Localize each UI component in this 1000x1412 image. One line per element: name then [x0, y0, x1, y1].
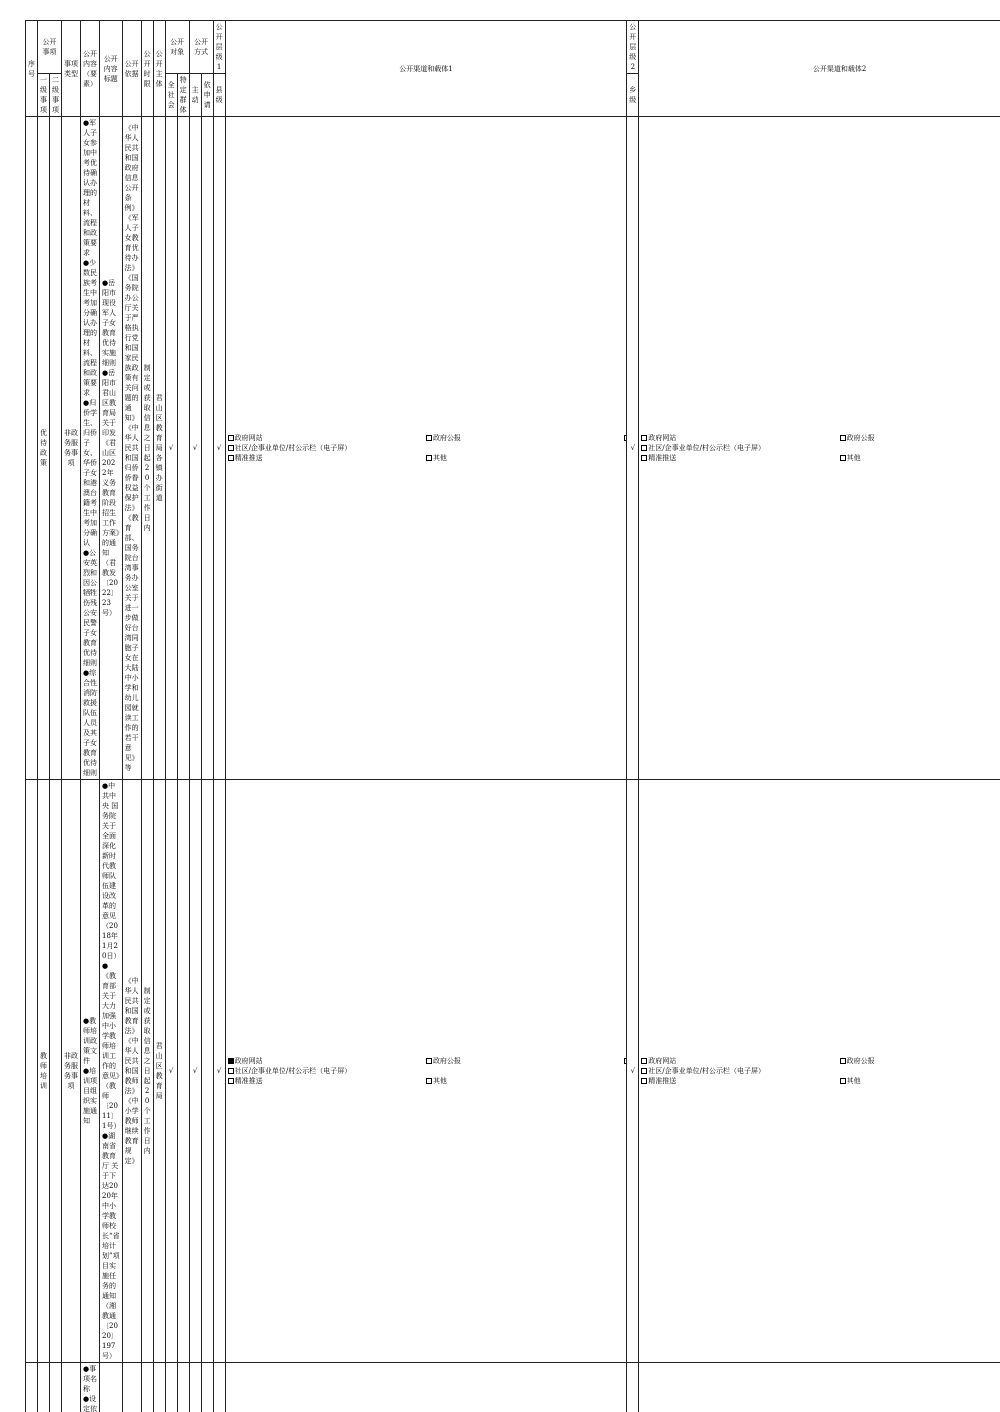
target-group-cell	[177, 1363, 189, 1412]
channel-label: 社区/企事业单位/村公示栏（电子屏）	[235, 1067, 352, 1075]
channel-option	[426, 1056, 624, 1066]
unchecked-box-icon	[228, 1078, 234, 1084]
channel-option	[840, 433, 1000, 443]
channel-option	[641, 1066, 1000, 1076]
title-cell: ●岳阳市现役军人子女教育优待实施细则 ●岳阳市君山区教育局关于印发《君山区2022年义务教育阶段招生工作方案》的通知 （君教发〔2022〕23号）	[100, 117, 123, 780]
channel-label: 社区/企事业单位/村公示栏（电子屏）	[235, 444, 352, 452]
channel-label: 精准推送	[235, 454, 263, 462]
unchecked-box-icon	[641, 1058, 647, 1064]
channel-option	[228, 1076, 426, 1086]
channel-option	[228, 1056, 426, 1066]
channel-option	[228, 1066, 625, 1076]
subject-cell	[153, 1363, 165, 1412]
level1-check	[213, 1363, 225, 1412]
channel-label: 政府网站	[235, 434, 263, 442]
channel-option	[641, 443, 1000, 453]
unchecked-box-icon	[840, 435, 846, 441]
level2-check	[627, 1363, 639, 1412]
target-all-check: √	[165, 780, 177, 1363]
channel-option	[641, 453, 839, 463]
channel-label: 其他	[847, 454, 861, 462]
channel-label: 精准推送	[648, 1077, 676, 1085]
header-item: 公开事项	[38, 21, 62, 74]
unchecked-box-icon	[641, 1078, 647, 1084]
header-item-l1: 一级事项	[38, 74, 50, 117]
channel-option	[641, 1056, 839, 1066]
unchecked-box-icon	[641, 435, 647, 441]
header-subject: 公开主体	[153, 21, 165, 117]
channel1-cell	[225, 117, 627, 780]
header-item-type: 事项类型	[62, 21, 81, 117]
header-period: 公开时限	[141, 21, 153, 117]
channel-option	[228, 433, 426, 443]
channel-option	[426, 1076, 624, 1086]
header-level1: 公开层级1	[213, 21, 225, 74]
target-group-cell	[177, 780, 189, 1363]
level1-check: √	[213, 780, 225, 1363]
period-cell	[141, 1363, 153, 1412]
target-all-check: √	[165, 117, 177, 780]
channel-label: 政府公报	[433, 434, 461, 442]
item-l1-cell: 优待政策	[38, 117, 50, 780]
channel2-cell	[639, 780, 1000, 1363]
channel-label: 精准推送	[648, 454, 676, 462]
unchecked-box-icon	[228, 445, 234, 451]
channel1-cell	[225, 1363, 627, 1412]
header-title: 公开内容标题	[100, 21, 123, 117]
channel2-cell	[639, 1363, 1000, 1412]
unchecked-box-icon	[228, 435, 234, 441]
channel-label: 政府网站	[648, 434, 676, 442]
table-row	[26, 780, 1000, 1363]
header-seq: 序号	[26, 21, 38, 117]
unchecked-box-icon	[840, 1078, 846, 1084]
header-target: 公开对象	[165, 21, 189, 74]
channel-option	[641, 1076, 839, 1086]
channel1-cell	[225, 780, 627, 1363]
table-row	[26, 117, 1000, 780]
period-cell: 制定或获取信息之日起20个工作日内	[141, 117, 153, 780]
basis-cell: 《中华人民共和国教育法》《中华人民共和国教师法》《中小学教师继续教育规定》	[122, 780, 141, 1363]
seq-cell	[26, 1363, 38, 1412]
unchecked-box-icon	[426, 1078, 432, 1084]
level2-check: √	[627, 117, 639, 780]
item-type-cell	[62, 1363, 81, 1412]
method-active-check: √	[189, 780, 201, 1363]
level2-check: √	[627, 780, 639, 1363]
channel-label: 政府公报	[847, 434, 875, 442]
channel-label: 政府网站	[235, 1057, 263, 1065]
unchecked-box-icon	[426, 435, 432, 441]
channel-option	[840, 1056, 1000, 1066]
channel2-cell	[639, 117, 1000, 780]
channel-label: 社区/企事业单位/村公示栏（电子屏）	[648, 444, 765, 452]
disclosure-table	[25, 20, 1000, 1412]
header-item-l2: 二级事项	[50, 74, 62, 117]
target-group-cell	[177, 117, 189, 780]
item-l2-cell	[50, 117, 62, 780]
seq-cell	[26, 117, 38, 780]
header-level2: 公开层级2	[627, 21, 639, 74]
method-active-check: √	[189, 117, 201, 780]
header-target-all: 全社会	[165, 74, 177, 117]
target-all-check	[165, 1363, 177, 1412]
header-basis: 公开依据	[122, 21, 141, 117]
unchecked-box-icon	[426, 455, 432, 461]
channel-option	[228, 443, 625, 453]
unchecked-box-icon	[228, 1068, 234, 1074]
item-type-cell: 非政务服务事项	[62, 780, 81, 1363]
item-l1-cell	[38, 1363, 50, 1412]
unchecked-box-icon	[840, 1058, 846, 1064]
channel-label: 政府公报	[847, 1057, 875, 1065]
channel-option	[641, 433, 839, 443]
method-apply-cell	[201, 1363, 213, 1412]
unchecked-box-icon	[641, 445, 647, 451]
title-cell	[100, 1363, 123, 1412]
method-apply-cell	[201, 117, 213, 780]
unchecked-box-icon	[228, 455, 234, 461]
header-channel1: 公开渠道和载体1	[225, 21, 627, 117]
item-l2-cell	[50, 1363, 62, 1412]
table-row	[26, 1363, 1000, 1412]
header-content: 公开内容（要素）	[81, 21, 100, 117]
channel-option	[840, 1076, 1000, 1086]
basis-cell: 《中华人民共和国政府信息公开条例》《军人子女教育优待办法》《国务院办公厅关于严格执行党和国家民族政策有关问题的通知》《中华人民共和国归侨侨眷权益保护法》《教育部、国务院台湾事务办公室关于进一步做好台湾同胞子女在大陆中小学和幼儿园就读工作的若干意见》等	[122, 117, 141, 780]
method-apply-cell	[201, 780, 213, 1363]
header-target-group: 特定群体	[177, 74, 189, 117]
title-cell: ●中共中央 国务院关于全面深化新时代教师队伍建设改革的意见（2018年1月20日） ●《教育部关于大力加强中小学教师培训工作的意见》（教师〔2011〕1号） ●湖南省教育厅 关于下达2020年中小学教师校长“省培计划”项目实施任务的通知（湘教通〔2020〕197号）	[100, 780, 123, 1363]
method-active-check	[189, 1363, 201, 1412]
unchecked-box-icon	[426, 1058, 432, 1064]
unchecked-box-icon	[641, 455, 647, 461]
subject-cell: 君山区教育局各镇办街道	[153, 117, 165, 780]
content-cell: ●事项名称 ●设定依	[81, 1363, 100, 1412]
channel-option	[840, 453, 1000, 463]
channel-label: 政府网站	[648, 1057, 676, 1065]
header-method-active: 主动	[189, 74, 201, 117]
channel-label: 其他	[433, 1077, 447, 1085]
channel-label: 社区/企事业单位/村公示栏（电子屏）	[648, 1067, 765, 1075]
item-type-cell: 非政务服务事项	[62, 117, 81, 780]
basis-cell	[122, 1363, 141, 1412]
content-cell: ●教师培训政策文件 ●培训项目组织实施通知	[81, 780, 100, 1363]
channel-label: 精准推送	[235, 1077, 263, 1085]
subject-cell: 君山区教育局	[153, 780, 165, 1363]
channel-label: 其他	[433, 454, 447, 462]
unchecked-box-icon	[641, 1068, 647, 1074]
channel-option	[228, 453, 426, 463]
level1-check: √	[213, 117, 225, 780]
channel-option	[426, 453, 624, 463]
header-method: 公开方式	[189, 21, 213, 74]
period-cell: 制定或获取信息之日起20个工作日内	[141, 780, 153, 1363]
seq-cell	[26, 780, 38, 1363]
content-cell: ●军人子女参加中考优待确认办理的材料、流程和政策要求 ●少数民族考生中考加分确认办理的材料、流程和政策要求 ●归侨学生、归侨子女、华侨子女和港澳台籍考生中考加分确认 ●公安英烈和因公牺牲伤残公安民警子女教育优待细则 ●综合性消防救援队伍人员及其子女教育优待细则	[81, 117, 100, 780]
channel-label: 政府公报	[433, 1057, 461, 1065]
item-l2-cell	[50, 780, 62, 1363]
header-level1-county: 县级	[213, 74, 225, 117]
unchecked-box-icon	[840, 455, 846, 461]
header-channel2: 公开渠道和载体2	[639, 21, 1000, 117]
header-method-apply: 依申请	[201, 74, 213, 117]
channel-option	[426, 433, 624, 443]
checked-box-icon	[228, 1058, 234, 1064]
header-level2-township: 乡级	[627, 74, 639, 117]
item-l1-cell: 教师培训	[38, 780, 50, 1363]
channel-label: 其他	[847, 1077, 861, 1085]
